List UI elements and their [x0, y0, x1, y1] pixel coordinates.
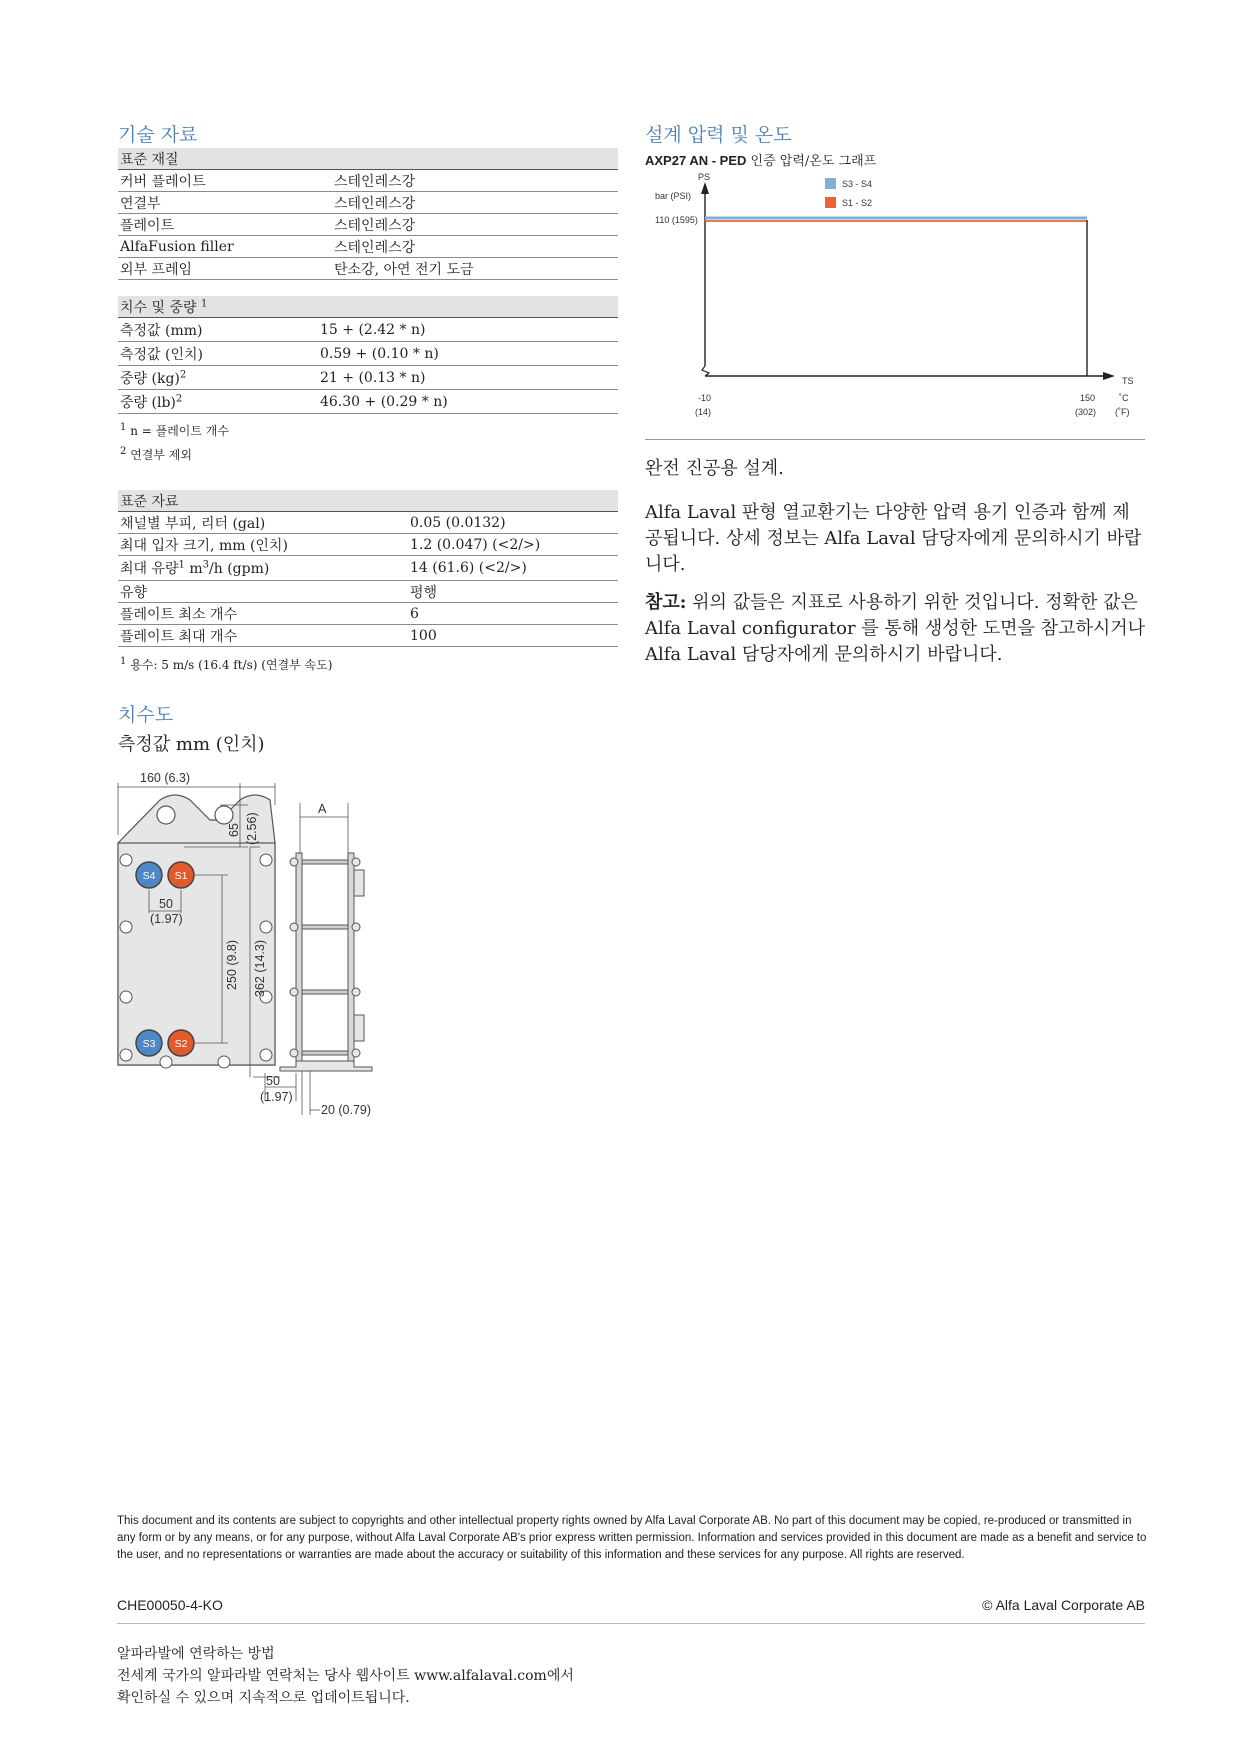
table-row [118, 556, 618, 581]
cell-value: 15 + (2.42 * n) [318, 318, 618, 342]
dimensional-drawing [100, 765, 440, 1140]
cell-label: 채널별 부피, 리터 (gal) [118, 512, 408, 534]
legend-label-s3-s4: S3 - S4 [842, 179, 873, 189]
port-s4-label: S4 [142, 870, 156, 882]
document-id: CHE00050-4-KO [117, 1597, 223, 1613]
footer-divider [117, 1623, 1145, 1624]
cell-value: 스테인레스강 [332, 192, 618, 214]
cell-value: 스테인레스강 [332, 214, 618, 236]
table-row [118, 512, 618, 534]
chart-title [645, 150, 876, 169]
side-plate-left [296, 853, 302, 1063]
table-row [118, 258, 618, 280]
bolt-hole-icon [160, 1056, 172, 1068]
vacuum-note: 완전 진공용 설계. [645, 458, 784, 479]
tech-data-heading: 기술 자료 [118, 124, 198, 146]
table-row [118, 170, 618, 192]
table-row [118, 581, 618, 603]
cell-label: 플레이트 최대 개수 [118, 625, 408, 647]
table-row [118, 318, 618, 342]
bolt-hole-icon [218, 1056, 230, 1068]
x-unit-f: (˚F) [1115, 407, 1130, 417]
dim-a: A [318, 802, 327, 816]
lifting-hole-icon [157, 806, 175, 824]
standard-data-table [118, 490, 618, 647]
chart-title-bold: AXP27 AN - PED [645, 153, 747, 168]
contact-line-2: 확인하실 수 있으며 지속적으로 업데이트됩니다. [117, 1690, 410, 1706]
dim-50-bottom-in: (1.97) [260, 1090, 293, 1104]
divider [645, 439, 1145, 440]
y-axis-label: PS [698, 172, 711, 182]
lifting-hole-icon [215, 806, 233, 824]
port-s3-label: S3 [142, 1038, 156, 1050]
cell-label: 중량 (kg)$^2$ [118, 366, 318, 390]
cell-value: 0.59 + (0.10 * n) [318, 342, 618, 366]
x-unit-c: ˚C [1119, 393, 1129, 403]
dimensions-table [118, 296, 618, 414]
dim-50-top: 50 [159, 897, 173, 911]
reference-text: 위의 값들은 지표로 사용하기 위한 것입니다. 정확한 값은 Alfa Laval configurator 를 통해 생성한 도면을 참고하시거나 Alfa Laval 담당자에게 문의하시기 바랍니다. [645, 592, 1146, 665]
y-unit-label: bar (PSI) [655, 191, 692, 201]
materials-table [118, 148, 618, 280]
legend-label-s1-s2: S1 - S2 [842, 198, 873, 208]
table-row [118, 342, 618, 366]
cell-label: 외부 프레임 [118, 258, 332, 280]
table-row [118, 390, 618, 414]
reference-bold: 참고: [645, 592, 687, 613]
contact-line-1: 전세계 국가의 알파라발 연락처는 당사 웹사이트 www.alfalaval.com에서 [117, 1668, 574, 1684]
dim-65: 65 [227, 823, 241, 837]
cell-value: 1.2 (0.047) (<2/>) [408, 534, 618, 556]
cell-label: 최대 입자 크기, mm (인치) [118, 534, 408, 556]
drawing-subtitle: 측정값 mm (인치) [118, 734, 265, 755]
table-row [118, 236, 618, 258]
x-tick-sub-label: (14) [695, 407, 712, 417]
cell-label: 측정값 (mm) [118, 318, 318, 342]
table-row [118, 603, 618, 625]
dim-width-label: 160 (6.3) [140, 771, 191, 785]
x-axis-arrow-icon [1103, 372, 1115, 380]
cell-value: 평행 [408, 581, 618, 603]
bolt-hole-icon [120, 991, 132, 1003]
cell-value: 0.05 (0.0132) [408, 512, 618, 534]
bolt-hole-icon [120, 854, 132, 866]
x-axis-label: TS [1122, 376, 1134, 386]
cell-value: 스테인레스강 [332, 236, 618, 258]
cell-label: 유향 [118, 581, 408, 603]
cell-value: 탄소강, 아연 전기 도금 [332, 258, 618, 280]
dimensions-footnote-2: $^2$ 연결부 제외 [120, 446, 192, 462]
y-tick-label: 110 (1595) [655, 215, 698, 225]
side-foot [280, 1061, 372, 1071]
cell-label: 최대 유량$^1$ $m^3/h$ (gpm) [118, 556, 408, 581]
bolt-hole-icon [120, 921, 132, 933]
standard-header: 표준 자료 [118, 490, 618, 512]
contact-block [117, 1643, 574, 1709]
dim-362: 362 (14.3) [253, 940, 267, 997]
table-row [118, 214, 618, 236]
cell-value: 21 + (0.13 * n) [318, 366, 618, 390]
cell-value: 스테인레스강 [332, 170, 618, 192]
standard-footnote: $^1$ 용수: 5 m/s (16.4 ft/s) (연결부 속도) [120, 656, 333, 672]
contact-title: 알파라발에 연락하는 방법 [117, 1646, 275, 1662]
cell-label: 커버 플레이트 [118, 170, 332, 192]
dimensions-footnote-1: $^1$ n = 플레이트 개수 [120, 422, 229, 438]
cell-value: 6 [408, 603, 618, 625]
bolt-hole-icon [260, 921, 272, 933]
port-s2-label: S2 [174, 1038, 188, 1050]
certification-paragraph: Alfa Laval 판형 열교환기는 다양한 압력 용기 인증과 함께 제공됩니다. 상세 정보는 Alfa Laval 담당자에게 문의하시기 바랍니다. [645, 502, 1142, 575]
cell-label: AlfaFusion filler [118, 236, 332, 258]
cell-label: 플레이트 최소 개수 [118, 603, 408, 625]
cell-value: 100 [408, 625, 618, 647]
dimensions-header: 치수 및 중량 $^1$ [118, 296, 618, 318]
reference-paragraph [645, 590, 1145, 668]
dim-65-in: (2.56) [245, 812, 259, 845]
materials-header: 표준 재질 [118, 148, 618, 170]
x-tick-label: 150 [1080, 393, 1096, 403]
x-tick-sub-label: (302) [1075, 407, 1097, 417]
table-row [118, 366, 618, 390]
dim-250: 250 (9.8) [225, 939, 239, 990]
axis-break-icon [702, 366, 709, 376]
cell-label: 연결부 [118, 192, 332, 214]
cell-label: 플레이트 [118, 214, 332, 236]
y-axis-arrow-icon [701, 182, 709, 194]
table-row [118, 192, 618, 214]
table-row [118, 625, 618, 647]
legend-swatch-s3-s4 [825, 178, 836, 189]
copyright: © Alfa Laval Corporate AB [982, 1597, 1145, 1613]
pressure-temperature-chart [645, 170, 1145, 420]
chart-title-rest: 인증 압력/온도 그래프 [746, 154, 877, 169]
dim-50-bottom: 50 [266, 1074, 280, 1088]
bolt-hole-icon [260, 854, 272, 866]
cell-label: 측정값 (인치) [118, 342, 318, 366]
dim-50-top-in: (1.97) [150, 912, 183, 926]
side-plate-right [348, 853, 354, 1063]
port-s1-label: S1 [174, 870, 188, 882]
bolt-hole-icon [260, 1049, 272, 1061]
cell-value: 14 (61.6) (<2/>) [408, 556, 618, 581]
cell-label: 중량 (lb)$^2$ [118, 390, 318, 414]
legal-notice: This document and its contents are subject to copyrights and other intellectual property rights owned by Alfa Laval Corporate AB. No part of this document may be copied, re-produced or transmitted in any form or by any means, or for any purpose, without Alfa Laval Corporate AB's prior express written permission. Information and services provided in this document are made as a benefit and service to the user, and no representations or warranties are made about the accuracy or suitability of this information and these services for any purpose. All rights are reserved. [117, 1515, 1147, 1561]
design-heading: 설계 압력 및 온도 [645, 124, 792, 146]
drawing-heading: 치수도 [118, 704, 174, 726]
legend-swatch-s1-s2 [825, 197, 836, 208]
dim-20: 20 (0.79) [321, 1103, 372, 1117]
bolt-hole-icon [120, 1049, 132, 1061]
cell-value: 46.30 + (0.29 * n) [318, 390, 618, 414]
table-row [118, 534, 618, 556]
x-tick-label: -10 [698, 393, 712, 403]
